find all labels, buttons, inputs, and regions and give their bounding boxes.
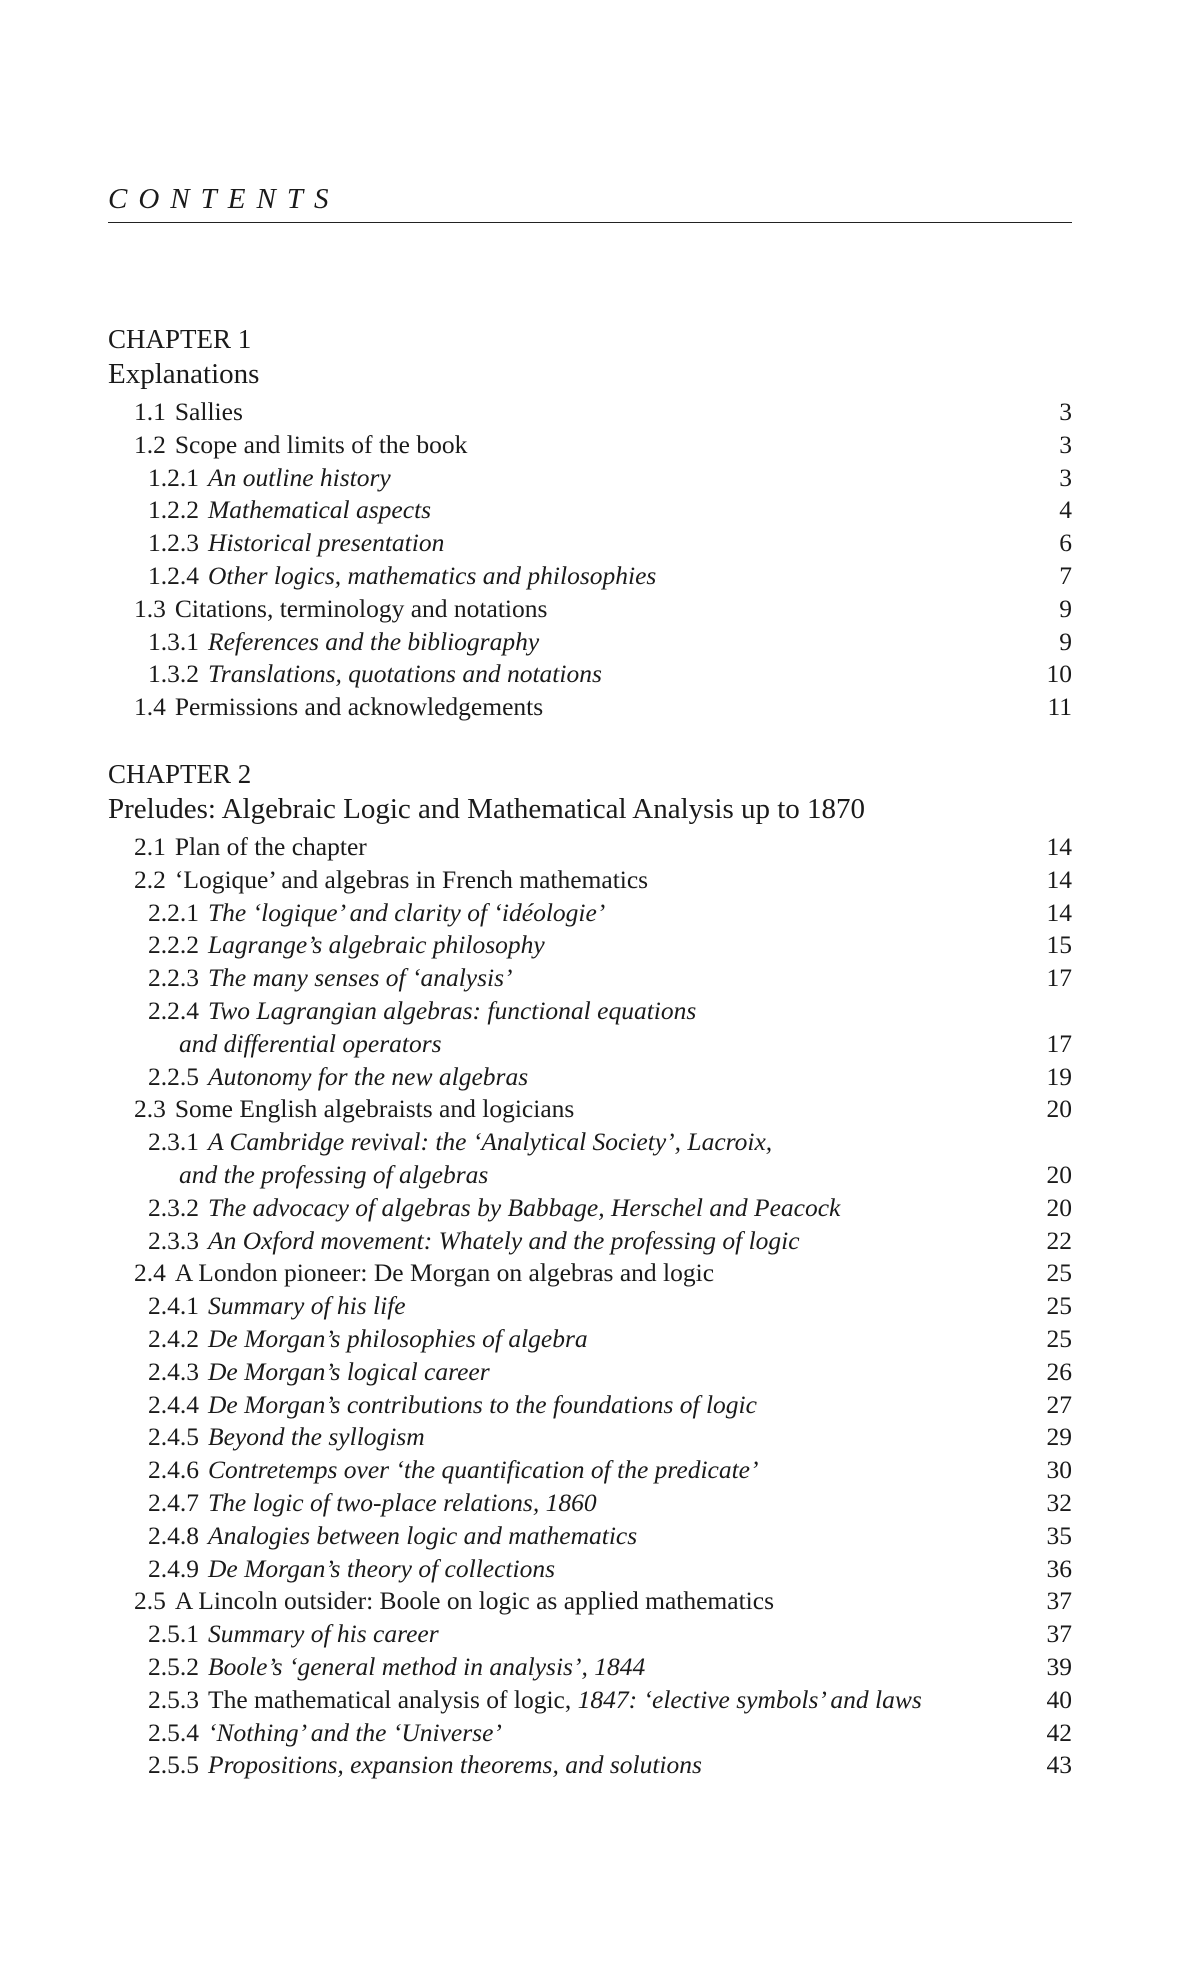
toc-entry (108, 831, 1072, 864)
section-number: 2.4.8 (148, 1520, 199, 1550)
toc-entry (108, 1093, 1072, 1126)
section-number: 2.2.5 (148, 1061, 199, 1091)
page-number: 25 (1046, 1291, 1072, 1321)
section-number: 2.2 (134, 864, 166, 894)
section-number: 2.5.4 (148, 1717, 199, 1747)
toc-entry (108, 1389, 1072, 1422)
page-number: 7 (1059, 560, 1072, 590)
toc-entry (108, 494, 1072, 527)
page-number: 9 (1059, 626, 1072, 656)
section-number: 2.5 (134, 1586, 166, 1616)
section-title: A Lincoln outsider: Boole on logic as applied mathematics (174, 1586, 775, 1616)
section-title: ‘Nothing’ and the ‘Universe’ (208, 1717, 502, 1747)
section-number: 1.2.3 (148, 528, 199, 558)
section-number: 1.3 (134, 593, 166, 623)
page-number: 14 (1046, 864, 1072, 894)
section-number: 1.2.1 (148, 462, 199, 492)
section-title: References and the bibliography (208, 626, 540, 656)
section-title: Historical presentation (208, 528, 445, 558)
section-number: 2.5.2 (148, 1651, 199, 1681)
toc-entry (108, 1290, 1072, 1323)
page-number: 26 (1046, 1356, 1072, 1386)
section-number: 2.4.4 (148, 1389, 199, 1419)
section-title: Other logics, mathematics and philosophies (208, 560, 657, 590)
page-number: 30 (1046, 1455, 1072, 1485)
toc-entry (108, 1421, 1072, 1454)
toc-entry (108, 897, 1072, 930)
section-number: 2.4 (134, 1258, 166, 1288)
section-title: Sallies (174, 397, 243, 426)
toc-entry (108, 1585, 1072, 1618)
section-number: 1.2.2 (148, 495, 199, 525)
section-title: Scope and limits of the book (174, 429, 468, 459)
toc-entry (108, 1126, 1072, 1159)
chapter-label: CHAPTER 2 (108, 759, 252, 789)
toc-entry (108, 1323, 1072, 1356)
section-title: Contretemps over ‘the quantification of the predicate’ (208, 1455, 759, 1485)
section-title: Summary of his life (208, 1291, 406, 1321)
page-number: 35 (1046, 1520, 1072, 1550)
section-number: 2.4.5 (148, 1422, 199, 1452)
section-title: The advocacy of algebras by Babbage, Herschel and Peacock (208, 1192, 841, 1222)
header-rule (108, 222, 1072, 223)
section-title: Beyond the syllogism (208, 1422, 425, 1452)
page-number: 14 (1046, 832, 1072, 861)
toc-entry (108, 527, 1072, 560)
toc-entry (108, 1618, 1072, 1651)
page-number: 39 (1046, 1651, 1072, 1681)
toc-entry-continuation (108, 1028, 1072, 1061)
toc-entry (108, 1356, 1072, 1389)
section-title: Plan of the chapter (174, 832, 367, 861)
section-number: 2.4.7 (148, 1487, 199, 1517)
toc-entry (108, 1257, 1072, 1290)
section-number: 2.1 (134, 832, 166, 861)
chapter-title: Explanations (108, 358, 260, 390)
section-number: 1.2 (134, 429, 166, 459)
page-number: 20 (1046, 1159, 1072, 1189)
section-title: The ‘logique’ and clarity of ‘idéologie’ (208, 897, 606, 927)
section-number: 2.5.1 (148, 1619, 199, 1649)
page-number: 3 (1059, 397, 1072, 426)
toc-entry (108, 1553, 1072, 1586)
section-title: The mathematical analysis of logic, (208, 1684, 572, 1714)
section-title: The logic of two-place relations, 1860 (208, 1487, 597, 1517)
toc-entry-continuation (108, 1159, 1072, 1192)
page-number: 29 (1046, 1422, 1072, 1452)
toc-entry (108, 1749, 1072, 1782)
section-title: Propositions, expansion theorems, and solutions (208, 1750, 702, 1780)
section-number: 2.5.5 (148, 1750, 199, 1780)
page-number: 9 (1059, 593, 1072, 623)
page-number: 10 (1046, 659, 1072, 689)
section-title: An outline history (208, 462, 391, 492)
toc-entry (108, 593, 1072, 626)
section-title: Autonomy for the new algebras (208, 1061, 529, 1091)
section-title: Boole’s ‘general method in analysis’, 1844 (208, 1651, 646, 1681)
section-title: An Oxford movement: Whately and the professing of logic (208, 1225, 800, 1255)
section-title-continued: and the professing of algebras (179, 1159, 489, 1189)
section-number: 1.2.4 (148, 560, 199, 590)
section-title: Some English algebraists and logicians (174, 1094, 575, 1124)
toc-entry (108, 1061, 1072, 1094)
toc-entry (108, 864, 1072, 897)
section-title: Two Lagrangian algebras: functional equations (208, 995, 697, 1025)
page-number: 19 (1046, 1061, 1072, 1091)
page-number: 20 (1046, 1094, 1072, 1124)
chapter-1-block (108, 322, 1072, 724)
page-number: 42 (1046, 1717, 1072, 1747)
page-number: 17 (1046, 963, 1072, 993)
section-number: 2.3.1 (148, 1127, 199, 1157)
page-number: 15 (1046, 930, 1072, 960)
chapter-entries (108, 396, 1072, 724)
page-number: 43 (1046, 1750, 1072, 1780)
section-title: A Cambridge revival: the ‘Analytical Society’, Lacroix, (208, 1127, 773, 1157)
section-title-continued: and differential operators (179, 1028, 442, 1058)
toc-entry (108, 1684, 1072, 1717)
section-title-italic-part: 1847: ‘elective symbols’ and laws (577, 1684, 922, 1714)
toc-entry (108, 1651, 1072, 1684)
section-title: Citations, terminology and notations (174, 593, 548, 623)
toc-entry (108, 658, 1072, 691)
chapter-2-block (108, 757, 1072, 1782)
page-number: 3 (1059, 429, 1072, 459)
toc-entry (108, 462, 1072, 495)
page-number: 37 (1046, 1619, 1072, 1649)
section-number: 2.4.2 (148, 1323, 199, 1353)
section-title: Analogies between logic and mathematics (208, 1520, 638, 1550)
page-number: 25 (1046, 1323, 1072, 1353)
section-title: Lagrange’s algebraic philosophy (208, 930, 545, 960)
page-number: 20 (1046, 1192, 1072, 1222)
section-number: 2.3 (134, 1094, 166, 1124)
toc-entry (108, 929, 1072, 962)
section-number: 1.4 (134, 692, 166, 722)
toc-entry (108, 626, 1072, 659)
toc-entry (108, 962, 1072, 995)
section-number: 1.3.1 (148, 626, 199, 656)
section-number: 2.4.6 (148, 1455, 199, 1485)
section-title: A London pioneer: De Morgan on algebras and logic (174, 1258, 715, 1288)
chapter-entries (108, 831, 1072, 1782)
section-title: Summary of his career (208, 1619, 439, 1649)
toc-entry (108, 995, 1072, 1028)
page-number: 36 (1046, 1553, 1072, 1583)
section-title: De Morgan’s philosophies of algebra (208, 1323, 588, 1353)
contents-header: CONTENTS (108, 183, 340, 215)
section-title: Permissions and acknowledgements (174, 692, 544, 722)
page-number: 4 (1059, 495, 1072, 525)
section-number: 2.4.3 (148, 1356, 199, 1386)
toc-entry (108, 1225, 1072, 1258)
page-number: 32 (1046, 1487, 1072, 1517)
toc-entry (108, 1454, 1072, 1487)
section-title: Translations, quotations and notations (208, 659, 602, 689)
page-number: 25 (1046, 1258, 1072, 1288)
section-number: 2.2.3 (148, 963, 199, 993)
toc-entry (108, 691, 1072, 724)
page-number: 22 (1046, 1225, 1072, 1255)
page-number: 27 (1046, 1389, 1072, 1419)
toc-entry (108, 1717, 1072, 1750)
toc-entry (108, 1487, 1072, 1520)
section-number: 2.4.1 (148, 1291, 199, 1321)
section-number: 1.3.2 (148, 659, 199, 689)
section-number: 2.2.4 (148, 995, 199, 1025)
section-title: The many senses of ‘analysis’ (208, 963, 513, 993)
section-number: 2.5.3 (148, 1684, 199, 1714)
page-number: 40 (1046, 1684, 1072, 1714)
page-number: 6 (1059, 528, 1072, 558)
section-number: 1.1 (134, 397, 166, 426)
section-title: De Morgan’s contributions to the foundations of logic (208, 1389, 757, 1419)
toc-entry (108, 1192, 1072, 1225)
section-title: De Morgan’s theory of collections (208, 1553, 556, 1583)
toc-entry (108, 429, 1072, 462)
section-number: 2.4.9 (148, 1553, 199, 1583)
toc-entry (108, 560, 1072, 593)
toc-entry (108, 1520, 1072, 1553)
section-number: 2.2.1 (148, 897, 199, 927)
chapter-title: Preludes: Algebraic Logic and Mathematical Analysis up to 1870 (108, 793, 866, 825)
section-title: ‘Logique’ and algebras in French mathematics (174, 864, 649, 894)
page-number: 37 (1046, 1586, 1072, 1616)
section-number: 2.2.2 (148, 930, 199, 960)
section-title: Mathematical aspects (208, 495, 432, 525)
chapter-label: CHAPTER 1 (108, 324, 252, 354)
page-number: 17 (1046, 1028, 1072, 1058)
page-number: 3 (1059, 462, 1072, 492)
page-number: 11 (1047, 692, 1072, 722)
section-title: De Morgan’s logical career (208, 1356, 490, 1386)
section-number: 2.3.2 (148, 1192, 199, 1222)
page-number: 14 (1046, 897, 1072, 927)
section-number: 2.3.3 (148, 1225, 199, 1255)
toc-entry (108, 396, 1072, 429)
